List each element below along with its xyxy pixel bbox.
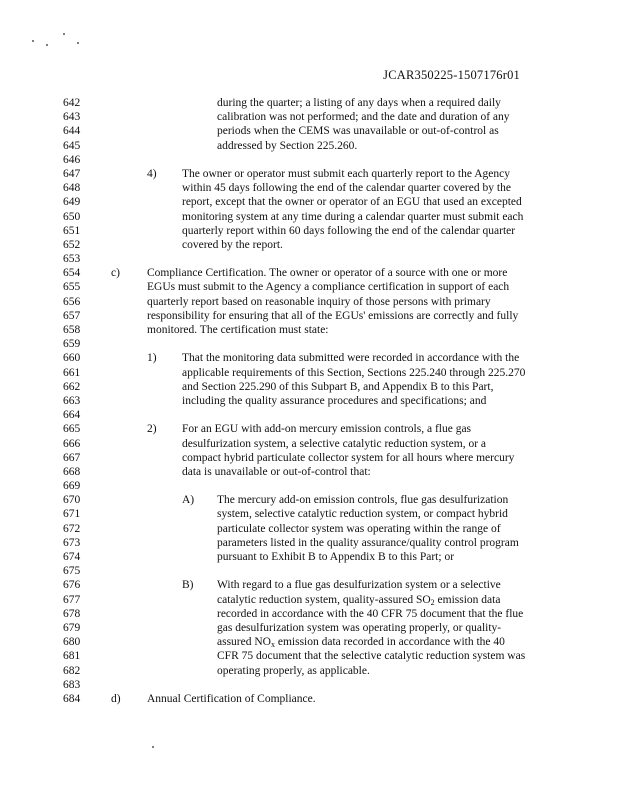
line-number: 653	[63, 253, 81, 266]
line-number: 656	[63, 295, 81, 308]
line-number: 652	[63, 238, 81, 251]
line-number: 683	[63, 678, 81, 691]
text-line: 2) For an EGU with add-on mercury emission controls, a flue gas	[147, 423, 472, 436]
line-number: 663	[63, 394, 81, 407]
line-number: 664	[63, 409, 81, 422]
text-line: system, selective catalytic reduction system, or compact hybrid	[217, 508, 508, 521]
line-number: 662	[63, 380, 81, 393]
scan-speck	[63, 33, 65, 35]
item-label-c: c)	[111, 267, 120, 280]
line-number: 650	[63, 210, 81, 223]
text-line: applicable requirements of this Section, Sections 225.240 through 225.270	[182, 366, 526, 379]
document-body	[0, 96, 618, 706]
line-number: 658	[63, 324, 81, 336]
text-line: recorded in accordance with the 40 CFR 75 document that the flue	[217, 607, 524, 620]
document-id: JCAR350225-1507176r01	[383, 68, 520, 82]
item-label-4: 4)	[147, 167, 157, 180]
section-heading: Annual Certification of Compliance.	[147, 692, 316, 705]
line-number: 651	[63, 224, 81, 237]
line-number: 660	[63, 352, 81, 365]
line-number: 672	[63, 522, 81, 535]
line-number: 649	[63, 196, 81, 209]
line-number: 675	[63, 565, 81, 578]
item-label-d: d)	[111, 692, 121, 705]
text-line: report, except that the owner or operator of an EGU that used an excepted	[182, 196, 522, 209]
line-number: 679	[63, 621, 81, 634]
line-number: 666	[63, 437, 81, 450]
text-line: data is unavailable or out-of-control that:	[182, 465, 371, 478]
item-label-a: A)	[182, 494, 195, 507]
line-number: 673	[63, 536, 81, 549]
line-number: 681	[63, 650, 81, 663]
text-line: desulfurization system, a selective catalytic reduction system, or a	[182, 437, 487, 450]
line-number: 647	[63, 167, 81, 180]
text-line: catalytic reduction system, quality-assured $SO_2$ emission data	[217, 593, 501, 607]
text-line: CFR 75 document that the selective catalytic reduction system was	[217, 650, 526, 663]
line-number: 654	[63, 267, 81, 280]
text-line: periods when the CEMS was unavailable or out-of-control as	[217, 125, 499, 138]
text-line: 1) That the monitoring data submitted were recorded in accordance with the	[147, 352, 520, 365]
line-number: 648	[63, 182, 81, 195]
line-number: 644	[63, 125, 81, 138]
line-number: 646	[63, 153, 81, 166]
text-line: operating properly, as applicable.	[217, 664, 370, 677]
text-line: B) With regard to a flue gas desulfurization system or a selective	[182, 579, 501, 592]
text-line	[0, 692, 618, 706]
line-number: 684	[63, 692, 81, 705]
line-number: 682	[63, 664, 81, 677]
text-line: assured $NO_x$ emission data recorded in accordance with the 40	[217, 636, 505, 650]
line-number: 678	[63, 607, 81, 620]
line-number: 645	[63, 139, 81, 152]
line-number: 677	[63, 593, 81, 606]
text-line: gas desulfurization system was operating properly, or quality-	[217, 621, 502, 634]
text-line: quarterly report based on reasonable inquiry of those persons with primary	[147, 295, 491, 308]
item-label-c1: 1)	[147, 352, 157, 365]
line-number: 661	[63, 366, 81, 379]
item-label-c2: 2)	[147, 423, 157, 436]
text-line: compact hybrid particulate collector system for all hours where mercury	[182, 451, 515, 464]
text-line: monitoring system at any time during a calendar quarter must submit each	[182, 210, 524, 223]
scan-speck	[77, 42, 79, 44]
line-number: 680	[63, 636, 81, 649]
line-number: 670	[63, 494, 81, 507]
text-line: responsibility for ensuring that all of the EGUs' emissions are correctly and fully	[147, 309, 519, 322]
text-line: A) The mercury add-on emission controls, flue gas desulfurization	[182, 494, 509, 507]
line-number: 667	[63, 451, 81, 464]
text-line: calibration was not performed; and the date and duration of any	[217, 111, 510, 124]
text-line: quarterly report within 60 days following the end of the calendar quarter	[182, 224, 516, 237]
scan-speck	[32, 40, 34, 42]
text-line: pursuant to Exhibit B to Appendix B to this Part; or	[217, 551, 455, 563]
line-number: 643	[63, 111, 81, 124]
line-number: 642	[63, 97, 81, 109]
line-number: 655	[63, 281, 81, 294]
line-number: 671	[63, 508, 81, 521]
text-line: parameters listed in the quality assurance/quality control program	[217, 536, 519, 549]
line-number: 669	[63, 480, 81, 493]
text-line: 4) The owner or operator must submit each quarterly report to the Agency	[147, 167, 510, 180]
line-number: 665	[63, 423, 81, 436]
item-label-b: B)	[182, 579, 194, 592]
scan-speck	[152, 746, 154, 748]
text-line: addressed by Section 225.260.	[217, 139, 358, 152]
text-line: covered by the report.	[182, 238, 283, 251]
text-line: including the quality assurance procedures and specifications; and	[182, 394, 487, 407]
text-line: particulate collector system was operating within the range of	[217, 522, 501, 535]
scan-speck	[46, 44, 48, 46]
line-number: 659	[63, 338, 81, 351]
text-line: during the quarter; a listing of any days when a required daily	[217, 97, 501, 109]
text-line: within 45 days following the end of the calendar quarter covered by the	[182, 182, 511, 195]
text-line: c) Compliance Certification. The owner or operator of a source with one or more	[111, 267, 508, 280]
text-line: monitored. The certification must state:	[147, 324, 329, 336]
line-number: 676	[63, 579, 81, 592]
line-number: 668	[63, 465, 81, 478]
line-number: 657	[63, 309, 81, 322]
line-number: 674	[63, 551, 81, 563]
text-line: EGUs must submit to the Agency a compliance certification in support of each	[147, 281, 510, 294]
text-line: and Section 225.290 of this Subpart B, and Appendix B to this Part,	[182, 380, 494, 393]
